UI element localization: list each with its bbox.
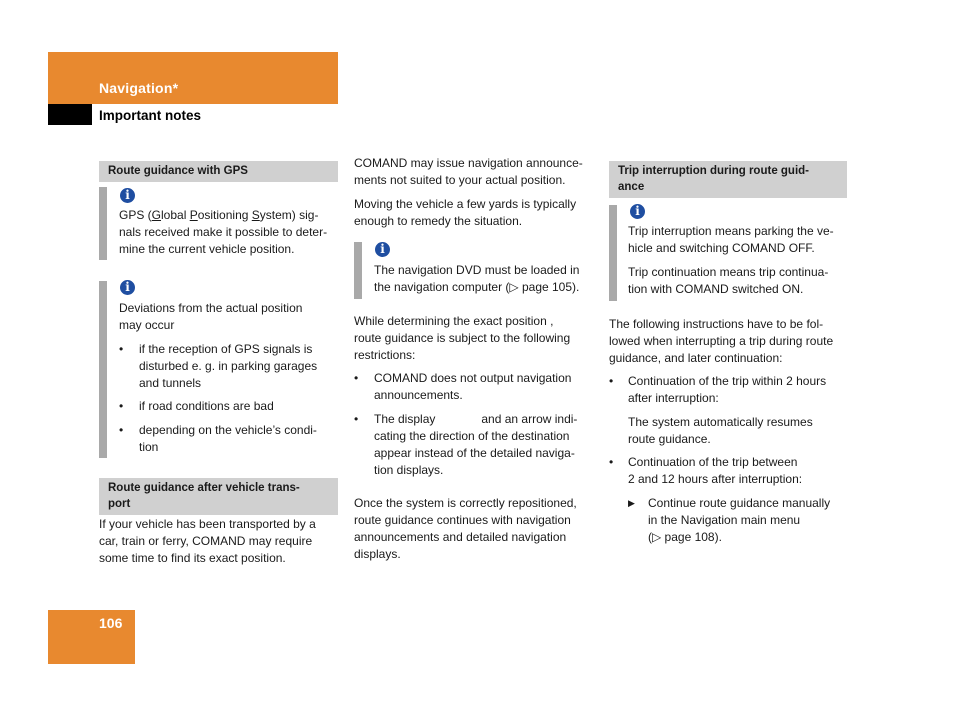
bullet-dot: •	[354, 412, 359, 426]
bullet-dot: •	[119, 342, 124, 356]
list-item: if the reception of GPS signals is disturbed e. g. in parking garages and tunnels	[139, 342, 318, 390]
list-item: Continuation of the trip between 2 and 12 hours after interruption:	[628, 455, 803, 486]
trip-note: Trip interruption means parking the ve- hicle and switching COMAND OFF. Trip continuation means trip continua- tion with COMAND switched ON.	[628, 224, 834, 296]
info-icon: i	[375, 242, 390, 257]
header-banner	[48, 52, 338, 104]
section-subtitle: Important notes	[99, 108, 202, 123]
step-item: Continue route guidance manually in the Navigation main menu (▷ page 108).	[648, 496, 831, 544]
bullet-dot: •	[609, 455, 614, 469]
announcement-paragraph: COMAND may issue navigation announce- ments not suited to your actual position.	[354, 156, 583, 187]
deviation-note: Deviations from the actual position may occur	[119, 301, 303, 332]
header-marker	[48, 104, 92, 125]
info-icon: i	[120, 188, 135, 203]
note-bar	[99, 281, 107, 458]
bullet-dot: •	[119, 399, 124, 413]
page-number: 106	[99, 615, 123, 631]
instructions-paragraph: The following instructions have to be fol- lowed when interrupting a trip during route guidance, and later continuation:	[609, 317, 834, 365]
bullet-dot: •	[354, 371, 359, 385]
info-icon: i	[630, 204, 645, 219]
list-item: depending on the vehicle’s condi- tion	[139, 423, 317, 454]
note-bar	[354, 242, 362, 299]
list-item: The display and an arrow indi- cating the direction of the destination appear instead of the detailed naviga- tion displays.	[374, 412, 578, 477]
bullet-dot: •	[119, 423, 124, 437]
restrictions-paragraph: While determining the exact position , route guidance is subject to the following restrictions:	[354, 314, 571, 362]
note-bar	[99, 187, 107, 260]
section-heading-trip-interruption: Trip interruption during route guid- ance	[609, 161, 847, 198]
section-heading-transport: Route guidance after vehicle trans- port	[99, 478, 338, 515]
transport-paragraph: If your vehicle has been transported by a car, train or ferry, COMAND may require some time to find its exact position.	[99, 517, 316, 565]
repositioned-paragraph: Once the system is correctly repositioned, route guidance continues with navigation announcements and detailed navigation displays.	[354, 496, 577, 561]
chapter-title: Navigation*	[99, 80, 179, 96]
dvd-note: The navigation DVD must be loaded in the navigation computer (▷ page 105).	[374, 263, 580, 294]
note-bar	[609, 205, 617, 301]
remedy-paragraph: Moving the vehicle a few yards is typically enough to remedy the situation.	[354, 197, 577, 228]
list-item: if road conditions are bad	[139, 399, 274, 413]
info-icon: i	[120, 280, 135, 295]
list-item: COMAND does not output navigation announcements.	[374, 371, 572, 402]
step-arrow-icon: ▶	[628, 498, 635, 508]
list-item: Continuation of the trip within 2 hours after interruption:	[628, 374, 827, 405]
resume-text: The system automatically resumes route guidance.	[628, 415, 813, 446]
gps-note: GPS (Global Positioning System) sig- nals received make it possible to deter- mine the current vehicle position.	[119, 208, 328, 256]
section-heading-gps: Route guidance with GPS	[99, 161, 338, 182]
bullet-dot: •	[609, 374, 614, 388]
